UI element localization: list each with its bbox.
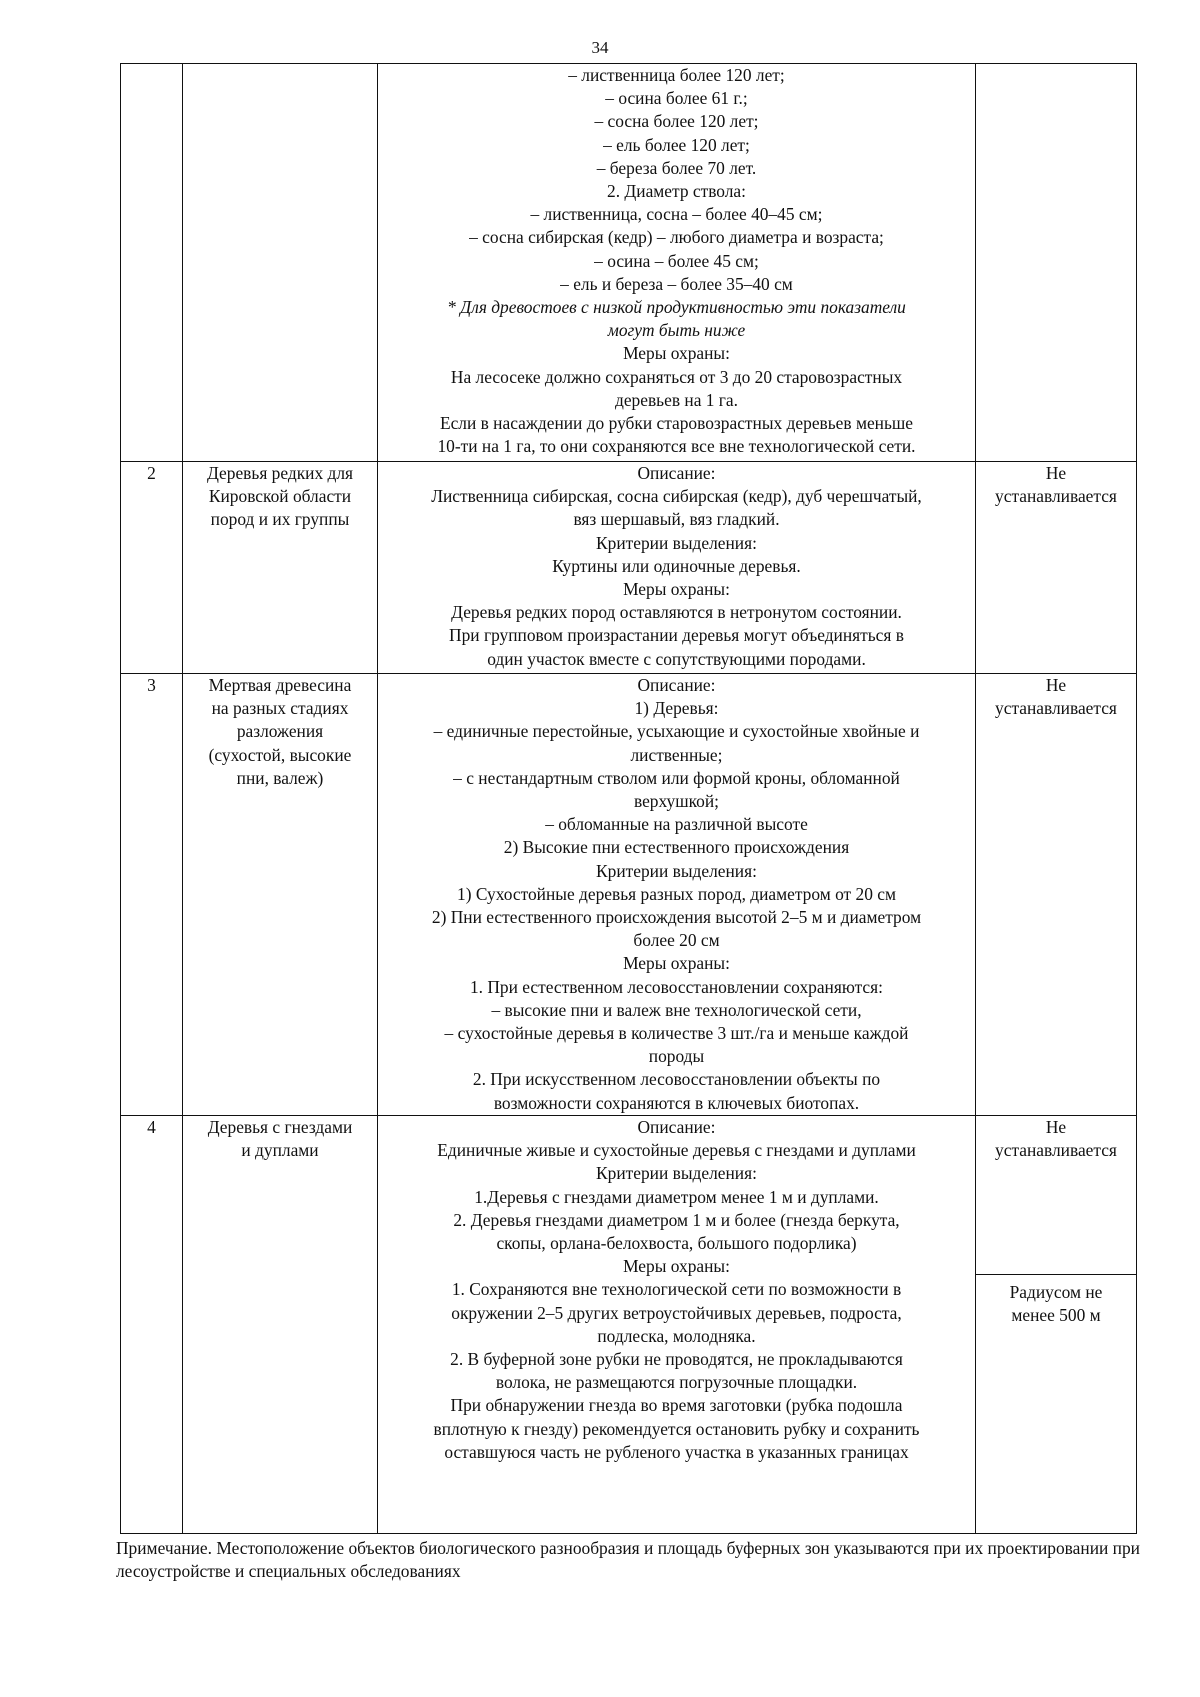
desc-line: – ель более 120 лет;: [603, 134, 750, 155]
desc-line: деревьев на 1 га.: [614, 389, 739, 410]
desc-line: один участок вместе с сопутствующими породами.: [487, 648, 866, 669]
desc-line: Описание:: [637, 1117, 716, 1137]
desc-line: Описание:: [637, 675, 716, 695]
row-number: 2: [121, 462, 183, 674]
desc-line: – береза более 70 лет.: [596, 157, 757, 178]
desc-line: вяз шершавый, вяз гладкий.: [573, 509, 780, 530]
desc-line: Единичные живые и сухостойные деревья с гнездами и дуплами: [437, 1140, 916, 1161]
footnote-line: могут быть ниже: [607, 320, 746, 341]
description-cell: [378, 1116, 976, 1534]
norm-cell: [976, 462, 1137, 674]
table-row: [121, 64, 1137, 462]
desc-line: 1.Деревья с гнездами диаметром менее 1 м и дуплами.: [474, 1186, 879, 1207]
table-row: [121, 674, 1137, 1116]
desc-line: – с нестандартным стволом или формой кроны, обломанной: [453, 767, 900, 788]
desc-line: Критерии выделения:: [596, 860, 757, 881]
desc-line: – лиственница, сосна – более 40–45 см;: [530, 204, 823, 225]
norm-line: менее 500 м: [1011, 1305, 1101, 1326]
desc-line: 2. Диаметр ствола:: [607, 181, 746, 202]
desc-line: – лиственница более 120 лет;: [568, 65, 785, 85]
desc-line: – высокие пни и валеж вне технологической сети,: [491, 999, 862, 1020]
object-line: и дуплами: [241, 1140, 319, 1161]
desc-line: породы: [648, 1046, 705, 1067]
desc-line: Меры охраны:: [623, 343, 730, 364]
object-line: Деревья редких для: [206, 463, 354, 483]
table-row: [121, 462, 1137, 674]
desc-line: вплотную к гнезду) рекомендуется остановить рубку и сохранить: [433, 1418, 920, 1439]
desc-line: При обнаружении гнезда во время заготовки (рубка подошла: [450, 1395, 903, 1416]
desc-line: – обломанные на различной высоте: [545, 814, 808, 835]
desc-line: верхушкой;: [633, 791, 720, 812]
desc-line: 1) Деревья:: [634, 698, 719, 719]
desc-line: Деревья редких пород оставляются в нетронутом состоянии.: [451, 602, 902, 623]
norm-cell: [976, 1116, 1137, 1534]
desc-line: – сосна более 120 лет;: [594, 111, 759, 132]
description-cell: [378, 462, 976, 674]
desc-line: подлеска, молодняка.: [597, 1325, 756, 1346]
table-row: [121, 1116, 1137, 1534]
description-cell: [378, 64, 976, 462]
desc-line: Критерии выделения:: [596, 532, 757, 553]
desc-line: – сосна сибирская (кедр) – любого диаметра и возраста;: [469, 227, 884, 248]
object-line: пород и их группы: [210, 509, 350, 530]
description-cell: [378, 674, 976, 1116]
object-name: [183, 1116, 378, 1534]
desc-line: 1) Сухостойные деревья разных пород, диаметром от 20 см: [457, 883, 896, 904]
desc-line: 2. В буферной зоне рубки не проводятся, не прокладываются: [450, 1349, 903, 1370]
desc-line: 2) Пни естественного происхождения высотой 2–5 м и диаметром: [431, 907, 922, 928]
object-line: Кировской области: [208, 486, 352, 507]
desc-line: 10-ти на 1 га, то они сохраняются все вне технологической сети.: [437, 436, 916, 457]
desc-line: При групповом произрастании деревья могут объединяться в: [449, 625, 904, 646]
desc-line: Меры охраны:: [623, 579, 730, 600]
norm-line: устанавливается: [995, 1140, 1117, 1161]
desc-line: 2. При искусственном лесовосстановлении объекты по: [472, 1069, 881, 1090]
row-number: 3: [121, 674, 183, 1116]
desc-line: оставшуюся часть не рубленого участка в указанных границах: [444, 1441, 909, 1462]
table-note: Примечание. Местоположение объектов биологического разнообразия и площадь буферных зон указываются при их проектировании при лесоустройстве и специальных обследованиях: [116, 1538, 1140, 1582]
norm-line: устанавливается: [995, 486, 1117, 507]
object-line: Мертвая древесина: [208, 675, 352, 695]
desc-line: – осина более 61 г.;: [605, 88, 748, 109]
page-number: 34: [591, 38, 609, 57]
row-number: 4: [121, 1116, 183, 1534]
desc-line: 1. Сохраняются вне технологической сети по возможности в: [451, 1279, 902, 1300]
desc-line: Меры охраны:: [623, 1256, 730, 1277]
norm-line: Не: [1045, 675, 1067, 695]
desc-line: Если в насаждении до рубки старовозрастных деревьев меньше: [439, 413, 914, 434]
norm-line: Не: [1045, 463, 1067, 483]
object-name: [183, 64, 378, 462]
object-line: Деревья с гнездами: [207, 1117, 353, 1137]
desc-line: 2. Деревья гнездами диаметром 1 м и более (гнезда беркута,: [453, 1209, 900, 1230]
object-name: [183, 674, 378, 1116]
desc-line: 2) Высокие пни естественного происхождения: [503, 837, 850, 858]
desc-line: окружении 2–5 других ветроустойчивых деревьев, подроста,: [451, 1302, 902, 1323]
desc-line: Критерии выделения:: [596, 1163, 757, 1184]
norm-line: устанавливается: [995, 698, 1117, 719]
buffer-zone-norm: [976, 1274, 1136, 1327]
object-line: разложения: [236, 721, 324, 742]
desc-line: лиственные;: [630, 744, 723, 765]
desc-line: Куртины или одиночные деревья.: [552, 555, 801, 576]
desc-line: Лиственница сибирская, сосна сибирская (кедр), дуб черешчатый,: [431, 486, 922, 507]
norm-line: Не: [1045, 1117, 1067, 1137]
norm-cell: [976, 64, 1137, 462]
object-name: [183, 462, 378, 674]
norm-cell: [976, 674, 1137, 1116]
desc-line: – осина – более 45 см;: [594, 250, 759, 271]
desc-line: Описание:: [637, 463, 716, 483]
desc-line: На лесосеке должно сохраняться от 3 до 20 старовозрастных: [450, 366, 903, 387]
biodiversity-table: [120, 63, 1137, 1534]
norm-line: Радиусом не: [1009, 1282, 1103, 1302]
desc-line: более 20 см: [633, 930, 720, 951]
object-line: (сухостой, высокие: [208, 744, 352, 765]
desc-line: волока, не размещаются погрузочные площадки.: [495, 1372, 858, 1393]
desc-line: – ель и береза – более 35–40 см: [560, 273, 793, 294]
object-line: пни, валеж): [236, 767, 324, 788]
desc-line: Меры охраны:: [623, 953, 730, 974]
desc-line: скопы, орлана-белохвоста, большого подорлика): [496, 1233, 857, 1254]
object-line: на разных стадиях: [211, 698, 349, 719]
row-number: [121, 64, 183, 462]
desc-line: возможности сохраняются в ключевых биотопах.: [493, 1092, 860, 1113]
desc-line: 1. При естественном лесовосстановлении сохраняются:: [469, 976, 883, 997]
footnote-line: * Для древостоев с низкой продуктивностью эти показатели: [447, 297, 906, 318]
desc-line: – сухостойные деревья в количестве 3 шт./га и меньше каждой: [444, 1023, 909, 1044]
desc-line: – единичные перестойные, усыхающие и сухостойные хвойные и: [433, 721, 920, 742]
